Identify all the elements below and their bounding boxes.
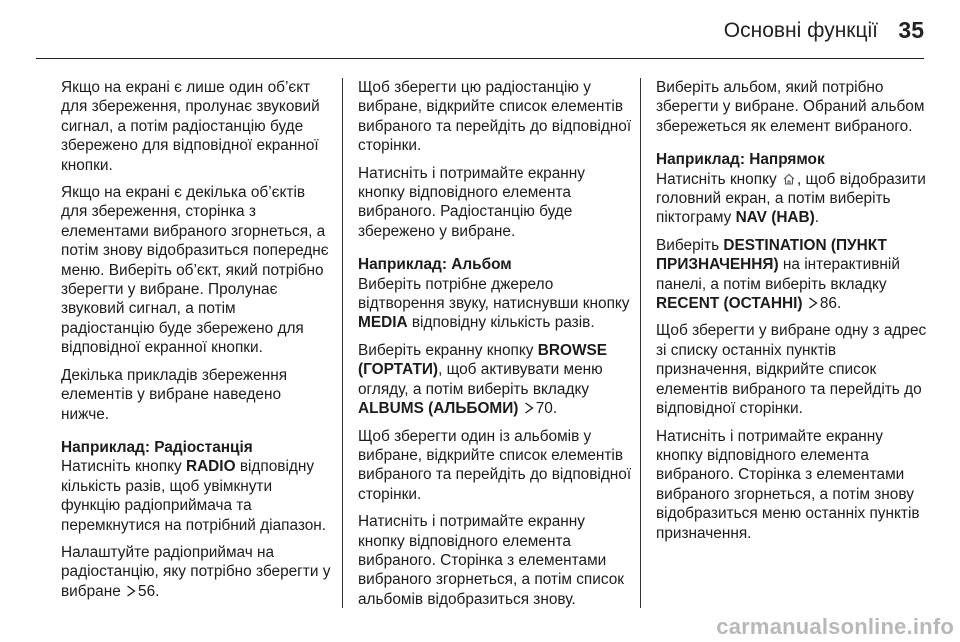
albums-tab-label: ALBUMS (АЛЬБОМИ) bbox=[358, 400, 519, 418]
header-divider bbox=[36, 58, 924, 59]
column-divider bbox=[640, 78, 641, 608]
example-heading-radio bbox=[61, 438, 333, 457]
page-reference: 56. bbox=[138, 582, 160, 600]
nav-icon-label: NAV (НАВ) bbox=[735, 209, 815, 227]
destination-button-label: DESTINATION (ПУНКТ ПРИЗНАЧЕННЯ) bbox=[656, 236, 887, 274]
paragraph bbox=[358, 275, 632, 333]
paragraph: Натисніть і потримайте екранну кнопку відповідного елемента вибраного. Сторінка з елементами вибраного згорнеться, а потім знову відобразиться меню останніх пунктів призначення. bbox=[656, 427, 920, 542]
paragraph: Щоб зберегти у вибране одну з адрес зі списку останніх пунктів призначення, відкрийте список елементів вибраного та перейдіть до відповідної сторінки. bbox=[656, 322, 927, 418]
page-reference: 70. bbox=[535, 400, 558, 418]
paragraph: Щоб зберегти один із альбомів у вибране, відкрийте список елементів вибраного та перейдіть до відповідної сторінки. bbox=[358, 427, 632, 503]
text: , щоб відобразити головний екран, а потім виберіть піктограму bbox=[656, 170, 926, 227]
reference-arrow-icon bbox=[126, 585, 136, 597]
text-column-3 bbox=[656, 78, 932, 551]
text: Натисніть кнопку bbox=[656, 170, 781, 188]
heading-text: Наприклад: Напрямок bbox=[656, 151, 825, 169]
browse-button-label: BROWSE (ГОРТАТИ) bbox=[358, 341, 608, 379]
paragraph bbox=[358, 341, 632, 419]
column-divider bbox=[342, 78, 343, 608]
paragraph: Натисніть і потримайте екранну кнопку відповідного елемента вибраного. Радіостанцію буде збережено у вибране. bbox=[358, 164, 585, 240]
page-header bbox=[0, 0, 960, 58]
reference-arrow-icon bbox=[808, 297, 818, 309]
home-icon bbox=[782, 172, 796, 186]
example-heading-direction bbox=[656, 150, 932, 169]
heading-text: Наприклад: Радіостанція bbox=[61, 438, 253, 456]
page-title: Основні функції bbox=[723, 19, 878, 42]
paragraph: Щоб зберегти цю радіостанцію у вибране, відкрийте список елементів вибраного та перейдіть до відповідної сторінки. bbox=[358, 79, 632, 155]
page-number: 35 bbox=[898, 17, 924, 43]
text: Налаштуйте радіоприймач на радіостанцію, яку потрібно зберегти у вибране bbox=[61, 543, 331, 600]
media-button-label: MEDIA bbox=[358, 314, 408, 332]
text: , щоб активувати меню огляду, а потім виберіть вкладку bbox=[358, 361, 603, 398]
reference-arrow-icon bbox=[524, 402, 534, 414]
recent-tab-label: RECENT (ОСТАННІ) bbox=[656, 295, 803, 313]
paragraph bbox=[61, 457, 333, 535]
text-column-2 bbox=[358, 78, 632, 617]
radio-button-label: RADIO bbox=[185, 458, 236, 476]
text: відповідну кількість разів. bbox=[407, 314, 595, 332]
text: відповідну кількість разів, щоб увімкнути функцію радіоприймача та перемкнутися на потрібний діапазон. bbox=[61, 458, 327, 534]
heading-text: Наприклад: Альбом bbox=[358, 256, 512, 274]
text-column-1 bbox=[61, 78, 333, 609]
paragraph: Якщо на екрані є декілька об’єктів для збереження, сторінка з елементами вибраного згорнеться, а потім знову відобразиться попереднє меню. Виберіть об’єкт, який потрібно зберегти у вибране. Пролунає звуковий сигнал, а потім радіостанцію буде збережено для відповідної екранної кнопки. bbox=[61, 184, 329, 357]
text: Виберіть потрібне джерело відтворення звуку, натиснувши кнопку bbox=[358, 275, 630, 313]
text: на інтерактивній панелі, а потім виберіть вкладку bbox=[656, 256, 900, 293]
example-heading-album bbox=[358, 255, 632, 274]
text: . bbox=[814, 209, 820, 227]
text: Натисніть кнопку bbox=[61, 458, 186, 476]
paragraph bbox=[656, 170, 932, 228]
paragraph: Виберіть альбом, який потрібно зберегти у вибране. Обраний альбом збережеться як елемент вибраного. bbox=[656, 79, 925, 135]
paragraph: Декілька прикладів збереження елементів у вибране наведено нижче. bbox=[61, 366, 288, 423]
paragraph bbox=[61, 543, 333, 601]
paragraph bbox=[656, 236, 932, 314]
paragraph: Натисніть і потримайте екранну кнопку відповідного елемента вибраного. Сторінка з елементами вибраного згорнеться, а потім список альбомів відобразиться знову. bbox=[358, 513, 625, 608]
watermark: carmanualsonline.info bbox=[716, 614, 954, 639]
text: Виберіть екранну кнопку bbox=[358, 341, 538, 359]
page-reference: 86. bbox=[819, 295, 842, 313]
text: Виберіть bbox=[656, 236, 724, 254]
paragraph: Якщо на екрані є лише один об’єкт для збереження, пролунає звуковий сигнал, а потім радіостанцію буде збережено для відповідної екранної кнопки. bbox=[61, 79, 320, 174]
